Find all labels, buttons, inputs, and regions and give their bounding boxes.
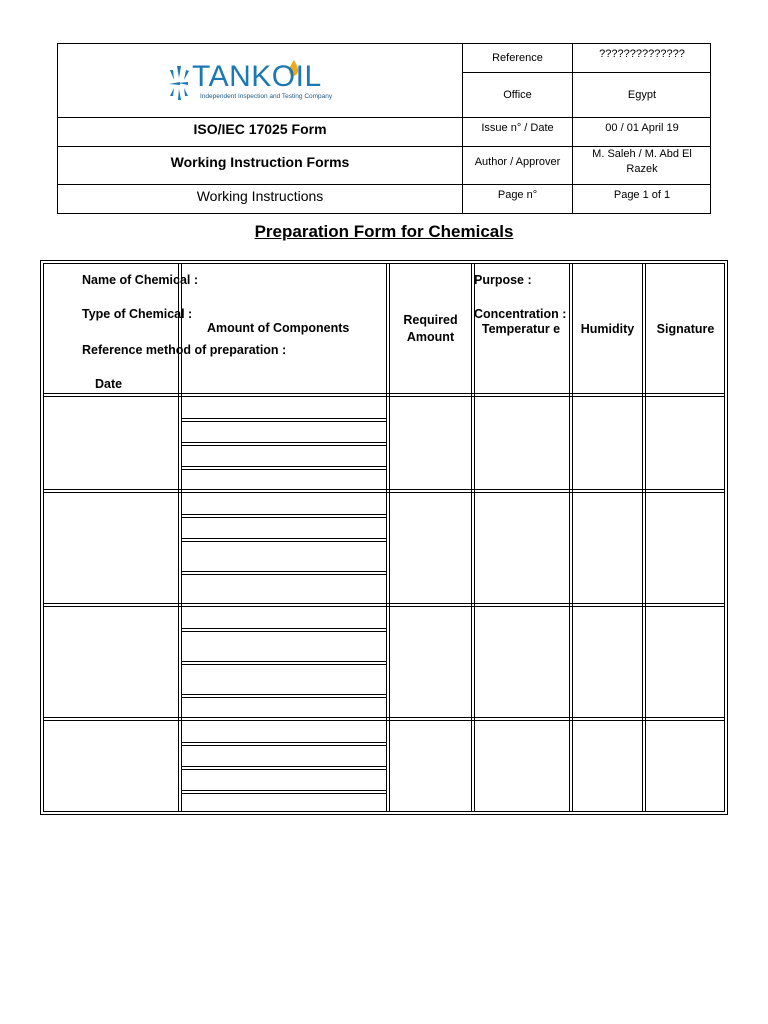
divider: [181, 661, 386, 662]
divider: [43, 396, 725, 397]
chemical-name-label: Name of Chemical :: [82, 273, 199, 287]
divider: [43, 393, 725, 394]
page-label: Page n°: [497, 189, 538, 201]
divider: [181, 538, 386, 539]
humidity-column-header: Humidity: [580, 322, 635, 336]
purpose-label: Purpose :: [474, 273, 532, 287]
signature-column-header: Signature: [656, 322, 715, 336]
divider: [181, 628, 386, 629]
document-name: Working Instructions: [196, 188, 324, 204]
divider: [181, 571, 386, 572]
divider: [43, 606, 725, 607]
logo-brand: TANKOIL: [192, 60, 322, 93]
reference-label: Reference: [492, 52, 543, 64]
issue-value: 00 / 01 April 19: [605, 122, 679, 134]
divider: [181, 541, 386, 542]
page-value: Page 1 of 1: [613, 189, 671, 201]
divider: [181, 574, 386, 575]
logo-tagline: Independent Inspection and Testing Company: [200, 93, 333, 100]
divider: [181, 445, 386, 446]
author-label: Author / Approver: [474, 156, 561, 168]
temperature-column-header: Temperatur e: [481, 321, 561, 336]
chemical-type-label: Type of Chemical :: [82, 307, 193, 321]
divider: [642, 263, 643, 812]
divider: [181, 517, 386, 518]
divider: [43, 492, 725, 493]
divider: [43, 720, 725, 721]
office-value: Egypt: [627, 89, 657, 101]
author-value: M. Saleh / M. Abd El Razek: [592, 148, 692, 175]
document-type: Working Instruction Forms: [170, 154, 350, 170]
divider: [181, 790, 386, 791]
divider: [645, 263, 646, 812]
divider: [181, 442, 386, 443]
date-column-header: Date: [95, 377, 123, 391]
divider: [181, 766, 386, 767]
divider: [181, 664, 386, 665]
divider: [474, 263, 475, 812]
issue-label: Issue n° / Date: [481, 122, 554, 134]
reference-value: ??????????????: [599, 48, 685, 60]
divider: [181, 793, 386, 794]
reference-method-label: Reference method of preparation :: [82, 343, 287, 357]
divider: [43, 717, 725, 718]
components-column-header: Amount of Components: [207, 321, 350, 335]
divider: [181, 469, 386, 470]
required-amount-column-header: Required Amount: [403, 313, 458, 344]
divider: [181, 514, 386, 515]
divider: [386, 263, 387, 812]
divider: [181, 769, 386, 770]
divider: [181, 418, 386, 419]
divider: [181, 466, 386, 467]
divider: [181, 421, 386, 422]
divider: [181, 742, 386, 743]
divider: [181, 697, 386, 698]
company-logo: [166, 58, 356, 106]
concentration-label: Concentration :: [474, 307, 567, 321]
divider: [181, 694, 386, 695]
divider: [569, 263, 570, 812]
divider: [572, 263, 573, 812]
divider: [181, 745, 386, 746]
office-label: Office: [503, 89, 532, 101]
divider: [43, 489, 725, 490]
form-title: Preparation Form for Chemicals: [254, 222, 514, 241]
divider: [43, 603, 725, 604]
divider: [181, 631, 386, 632]
divider: [471, 263, 472, 812]
form-standard-title: ISO/IEC 17025 Form: [193, 121, 327, 137]
